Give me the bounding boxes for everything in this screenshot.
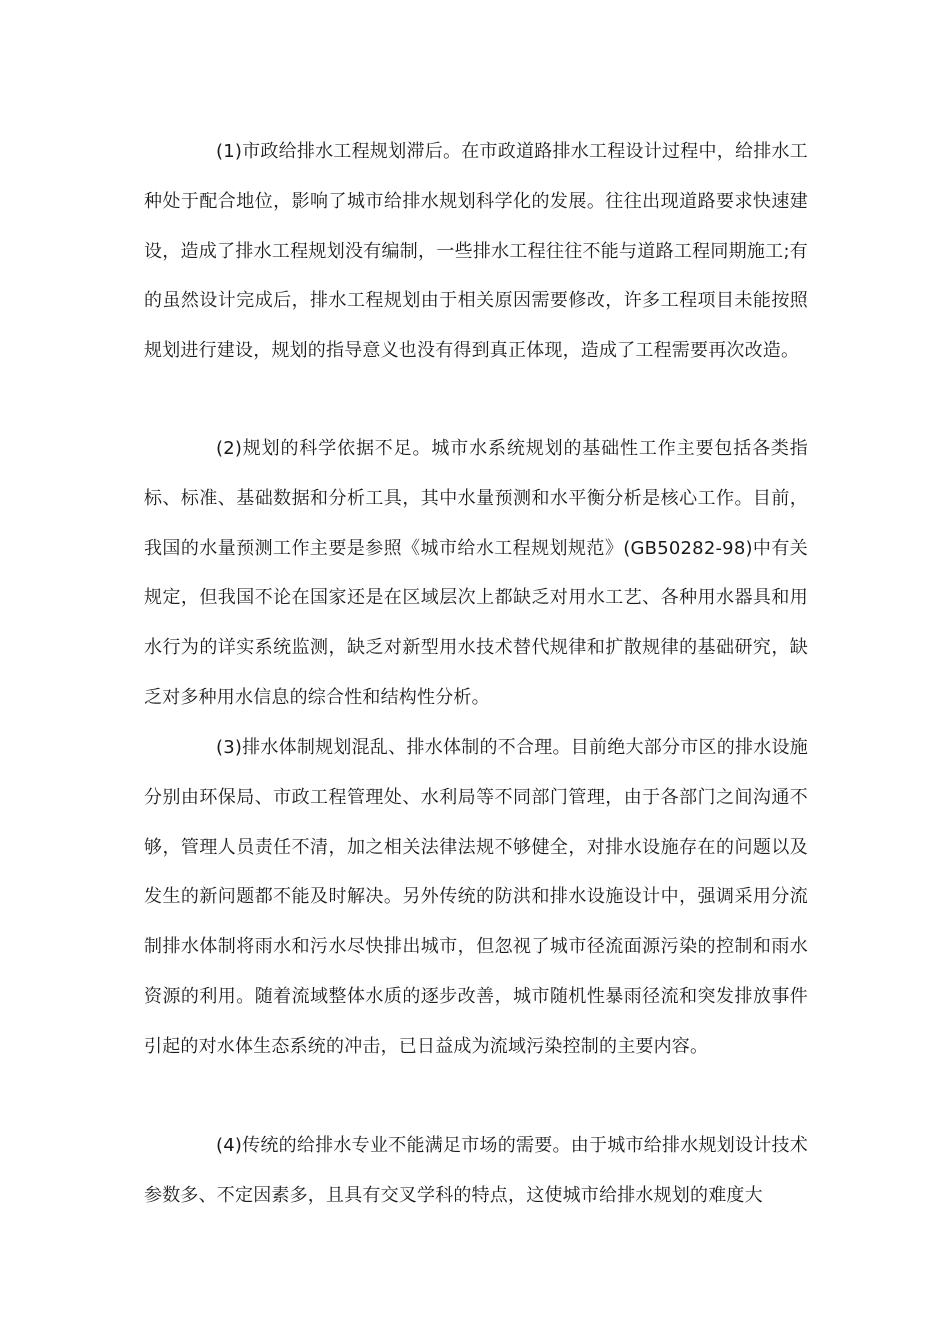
paragraph-1: (1)市政给排水工程规划滞后。在市政道路排水工程设计过程中，给排水工种处于配合地位，影响了城市给排水规划科学化的发展。往往出现道路要求快速建设，造成了排水工程规划没有编制，一些排水工程往往不能与道路工程同期施工;有的虽然设计完成后，排水工程规划由于相关原因需要修改，许多工程项目未能按照规划进行建设，规划的指导意义也没有得到真正体现，造成了工程需要再次改造。 xyxy=(144,141,808,362)
paragraph-3: (3)排水体制规划混乱、排水体制的不合理。目前绝大部分市区的排水设施分别由环保局、市政工程管理处、水利局等不同部门管理，由于各部门之间沟通不够，管理人员责任不清，加之相关法律法规不够健全，对排水设施存在的问题以及发生的新问题都不能及时解决。另外传统的防洪和排水设施设计中，强调采用分流制排水体制将雨水和污水尽快排出城市，但忽视了城市径流面源污染的控制和雨水资源的利用。随着流域整体水质的逐步改善，城市随机性暴雨径流和突发排放事件引起的对水体生态系统的冲击，已日益成为流域污染控制的主要内容。 xyxy=(144,737,808,1057)
paragraph-2: (2)规划的科学依据不足。城市水系统规划的基础性工作主要包括各类指标、标准、基础数据和分析工具，其中水量预测和水平衡分析是核心工作。目前，我国的水量预测工作主要是参照《城市给水工程规划规范》(GB50282-98)中有关规定，但我国不论在国家还是在区域层次上都缺乏对用水工艺、各种用水器具和用水行为的详实系统监测，缺乏对新型用水技术替代规律和扩散规律的基础研究，缺乏对多种用水信息的综合性和结构性分析。 xyxy=(144,438,808,708)
paragraph-4: (4)传统的给排水专业不能满足市场的需要。由于城市给排水规划设计技术参数多、不定因素多，且具有交叉学科的特点，这使城市给排水规划的难度大 xyxy=(144,1135,808,1206)
